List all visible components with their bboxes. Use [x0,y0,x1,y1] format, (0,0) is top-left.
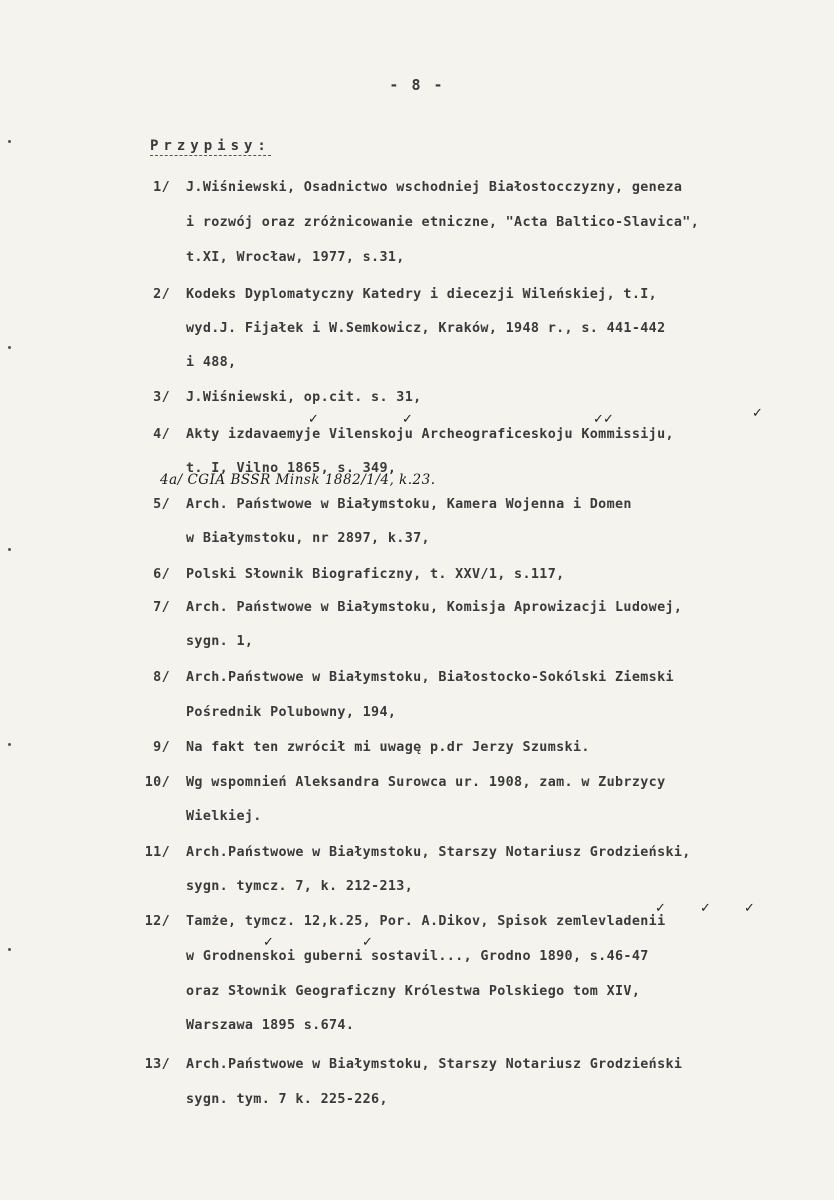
footnote-number: 11/ [144,845,170,860]
footnote-number: 10/ [144,775,170,790]
check-mark: ✓ [700,901,711,916]
margin-mark [8,548,11,551]
footnote-line: sygn. 1, [186,634,254,649]
check-mark: ✓ [744,901,755,916]
footnote-line: Arch.Państwowe w Białymstoku, Starszy Notariusz Grodzieński [186,1057,683,1072]
margin-mark [8,743,11,746]
footnote-line: w Białymstoku, nr 2897, k.37, [186,531,430,546]
footnote-line: sygn. tymcz. 7, k. 212-213, [186,879,414,894]
footnote-line: Pośrednik Polubowny, 194, [186,705,397,720]
check-mark: ✓ [752,406,763,421]
check-mark: ✓ [402,412,413,427]
footnote-line: Arch.Państwowe w Białymstoku, Starszy Notariusz Grodzieński, [186,845,691,860]
footnote-line: t.XI, Wrocław, 1977, s.31, [186,250,405,265]
check-mark: ✓ [308,412,319,427]
footnote-line: t. I, Vilno 1865, s. 349, [186,461,397,476]
footnote-number: 12/ [144,914,170,929]
margin-mark [8,948,11,951]
footnote-line: Arch. Państwowe w Białymstoku, Kamera Wojenna i Domen [186,497,632,512]
footnote-line: J.Wiśniewski, Osadnictwo wschodniej Białostocczyzny, geneza [186,180,683,195]
footnote-number: 8/ [153,670,170,685]
check-mark: ✓ [362,935,373,950]
footnote-line: wyd.J. Fijałek i W.Semkowicz, Kraków, 1948 r., s. 441-442 [186,321,666,336]
footnote-number: 13/ [144,1057,170,1072]
footnote-number: 4/ [153,427,170,442]
page-number: - 8 - [389,76,445,94]
footnotes-heading: Przypisy: [150,138,271,154]
check-mark: ✓ [655,901,666,916]
footnote-line: Wg wspomnień Aleksandra Surowca ur. 1908, zam. w Zubrzycy [186,775,666,790]
footnote-line: Kodeks Dyplomatyczny Katedry i diecezji Wileńskiej, t.I, [186,287,658,302]
footnote-line: i 488, [186,355,237,370]
footnote-line: J.Wiśniewski, op.cit. s. 31, [186,390,422,405]
footnote-line: Akty izdavaemyje Vilenskoju Archeograficeskoju Kommissiju, [186,427,674,442]
footnote-line: sygn. tym. 7 k. 225-226, [186,1092,388,1107]
footnote-number: 5/ [153,497,170,512]
footnote-number: 6/ [153,567,170,582]
footnote-number: 9/ [153,740,170,755]
footnote-line: i rozwój oraz zróżnicowanie etniczne, "Acta Baltico-Slavica", [186,215,700,230]
footnote-line: w Grodnenskoi guberni sostavil..., Grodno 1890, s.46-47 [186,949,649,964]
footnote-line: oraz Słownik Geograficzny Królestwa Polskiego tom XIV, [186,984,641,999]
footnote-number: 3/ [153,390,170,405]
check-mark: ✓ [603,412,614,427]
footnote-line: Arch.Państwowe w Białymstoku, Białostocko-Sokólski Ziemski [186,670,674,685]
margin-mark [8,140,11,143]
check-mark: ✓ [263,935,274,950]
footnote-number: 1/ [153,180,170,195]
footnote-number: 7/ [153,600,170,615]
check-mark: ✓ [593,412,604,427]
margin-mark [8,346,11,349]
footnote-number: 2/ [153,287,170,302]
footnote-line: Tamże, tymcz. 12,k.25, Por. A.Dikov, Spisok zemlevladenii [186,914,666,929]
footnote-line: Na fakt ten zwrócił mi uwagę p.dr Jerzy Szumski. [186,740,590,755]
footnote-line: Warszawa 1895 s.674. [186,1018,355,1033]
handwritten-note: 4a/ CGIA BSSR Minsk 1882/1/4, k.23. [160,472,436,488]
footnote-line: Polski Słownik Biograficzny, t. XXV/1, s.117, [186,567,565,582]
footnote-line: Wielkiej. [186,809,262,824]
footnote-line: Arch. Państwowe w Białymstoku, Komisja Aprowizacji Ludowej, [186,600,683,615]
